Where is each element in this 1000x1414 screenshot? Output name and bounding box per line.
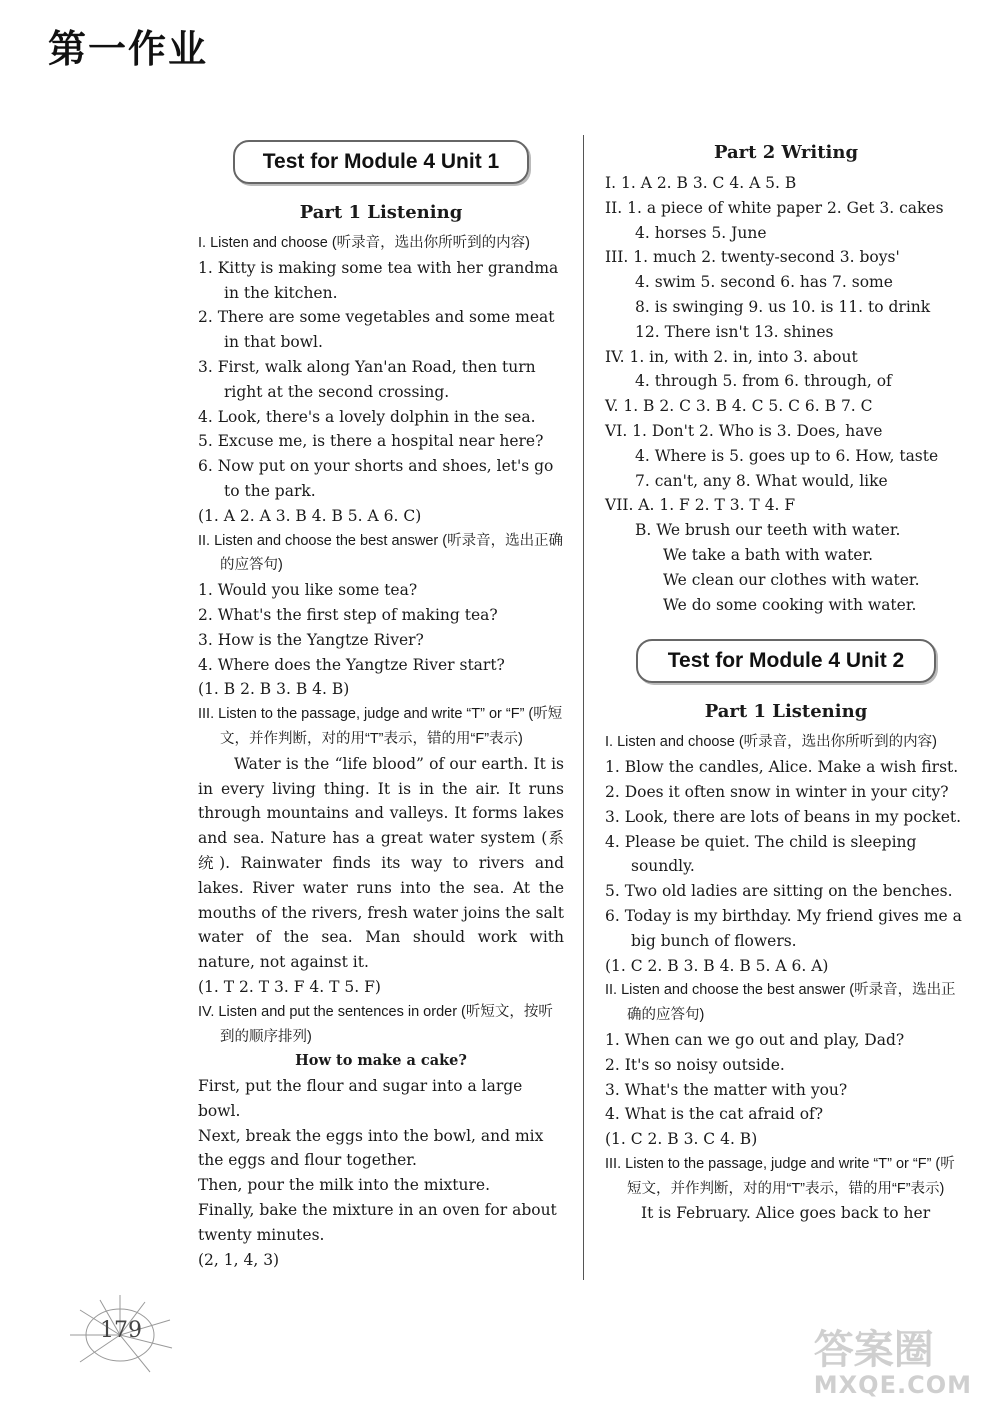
answer-line: VII. A. 1. F 2. T 3. T 4. F (605, 496, 796, 515)
answer-line: We take a bath with water. (663, 545, 874, 564)
answer-line: 4. Where is 5. goes up to 6. How, taste (635, 446, 939, 465)
list-item: 3. How is the Yangtze River? (198, 630, 424, 649)
list-item: 2. What's the first step of making tea? (198, 605, 498, 624)
section2-heading: II. Listen and choose the best answer (听录音，选出正确的应答句) (605, 982, 956, 1024)
unit2-title-box (636, 639, 936, 683)
list-item: 2. There are some vegetables and some meat in that bowl. (198, 308, 555, 352)
passage: It is February. Alice goes back to her (641, 1204, 931, 1223)
watermark-url: MXQE.COM (813, 1371, 972, 1399)
list-item: 6. Today is my birthday. My friend gives me a big bunch of flowers. (605, 906, 962, 950)
answer-line: (1. B 2. B 3. B 4. B) (198, 680, 350, 699)
passage-line: Then, pour the milk into the mixture. (198, 1176, 491, 1195)
answer-line: II. 1. a piece of white paper 2. Get 3. cakes (605, 198, 944, 217)
answer-line: (1. T 2. T 3. F 4. T 5. F) (198, 977, 381, 996)
answer-line: (1. C 2. B 3. C 4. B) (605, 1130, 758, 1149)
section2-heading: II. Listen and choose the best answer (听录音，选出正确的应答句) (198, 532, 564, 574)
list-item: 6. Now put on your shorts and shoes, let's go to the park. (198, 457, 554, 500)
answer-line: B. We brush our teeth with water. (635, 521, 901, 540)
passage-title: How to make a cake? (295, 1052, 467, 1070)
list-item: 3. First, walk along Yan'an Road, then turn right at the second crossing. (198, 357, 536, 401)
list-item: 3. Look, there are lots of beans in my pocket. (605, 807, 962, 826)
unit1-title: Test for Module 4 Unit 1 (262, 150, 500, 173)
part2-title: Part 2 Writing (713, 142, 859, 163)
list-item: 1. Kitty is making some tea with her grandma in the kitchen. (198, 258, 559, 302)
watermark-logo: 答案圈 (813, 1327, 934, 1373)
answer-line: I. 1. A 2. B 3. C 4. A 5. B (605, 174, 797, 192)
part1-title-unit2: Part 1 Listening (704, 701, 868, 723)
list-item: 5. Excuse me, is there a hospital near here? (198, 432, 544, 451)
column-divider (583, 135, 584, 1280)
section4-heading: IV. Listen and put the sentences in order (听短文，按听到的顺序排列) (198, 1003, 553, 1045)
section1-heading: I. Listen and choose (听录音，选出你所听到的内容) (605, 734, 937, 751)
answer-line: IV. 1. in, with 2. in, into 3. about (605, 347, 858, 366)
answer-line: We do some cooking with water. (663, 595, 917, 614)
watermark (814, 1318, 972, 1399)
list-item: 1. Would you like some tea? (198, 581, 418, 600)
left-column (198, 140, 564, 1272)
list-item: 2. Does it often snow in winter in your city? (605, 782, 949, 801)
section3-heading: III. Listen to the passage, judge and write “T” or “F” (听短文，并作判断，对的用“T”表示，错的用“F”表示) (605, 1155, 955, 1197)
unit2-title: Test for Module 4 Unit 2 (667, 649, 905, 673)
right-column (605, 140, 967, 1226)
passage-line: First, put the flour and sugar into a large bowl. (198, 1077, 523, 1120)
list-item: 1. When can we go out and play, Dad? (605, 1030, 905, 1049)
answer-line: 8. is swinging 9. us 10. is 11. to drink (635, 297, 931, 316)
list-item: 3. What's the matter with you? (605, 1080, 848, 1099)
page-number: 179 (100, 1318, 142, 1343)
passage-line: Finally, bake the mixture in an oven for about twenty minutes. (198, 1201, 557, 1244)
answer-line: 4. horses 5. June (635, 223, 767, 242)
list-item: 4. What is the cat afraid of? (605, 1105, 824, 1124)
answer-line: 12. There isn't 13. shines (635, 322, 834, 341)
list-item: 2. It's so noisy outside. (605, 1055, 785, 1074)
answer-line: VI. 1. Don't 2. Who is 3. Does, have (605, 421, 883, 440)
passage-line: Next, break the eggs into the bowl, and mix the eggs and flour together. (198, 1126, 544, 1170)
passage: Water is the “life blood” of our earth. It is in every living thing. It is in the air. It runs through mountains and valleys. It forms lakes and sea. Nature has a great water system (系统). Rainwater finds its way to rivers and lakes. River water runs into the sea. At the mouths of the rivers, fresh water joins the salt water of the sea. Man should work with nature, not against it. (198, 754, 564, 972)
answer-line: (1. A 2. A 3. B 4. B 5. A 6. C) (198, 506, 422, 525)
answer-line: We clean our clothes with water. (663, 570, 920, 589)
answer-line: 7. can't, any 8. What would, like (635, 471, 888, 490)
brand-logo: 第一作业 (48, 26, 209, 71)
answer-line: 4. through 5. from 6. through, of (635, 372, 892, 391)
list-item: 4. Where does the Yangtze River start? (198, 655, 505, 674)
list-item: 4. Please be quiet. The child is sleeping soundly. (605, 832, 917, 876)
answer-line: V. 1. B 2. C 3. B 4. C 5. C 6. B 7. C (605, 397, 873, 416)
answer-line: (1. C 2. B 3. B 4. B 5. A 6. A) (605, 956, 829, 975)
unit1-title-box (233, 140, 529, 184)
answer-line: III. 1. much 2. twenty-second 3. boys' (605, 248, 900, 267)
section3-heading: III. Listen to the passage, judge and write “T” or “F” (听短文，并作判断，对的用“T”表示，错的用“F”表示) (198, 706, 563, 747)
list-item: 5. Two old ladies are sitting on the benches. (605, 882, 953, 901)
part1-title: Part 1 Listening (299, 202, 463, 223)
section1-heading: I. Listen and choose (听录音，选出你所听到的内容) (198, 235, 530, 251)
answer-line: (2, 1, 4, 3) (198, 1250, 280, 1269)
list-item: 1. Blow the candles, Alice. Make a wish first. (605, 758, 959, 777)
answer-line: 4. swim 5. second 6. has 7. some (635, 273, 893, 292)
list-item: 4. Look, there's a lovely dolphin in the sea. (198, 407, 536, 426)
